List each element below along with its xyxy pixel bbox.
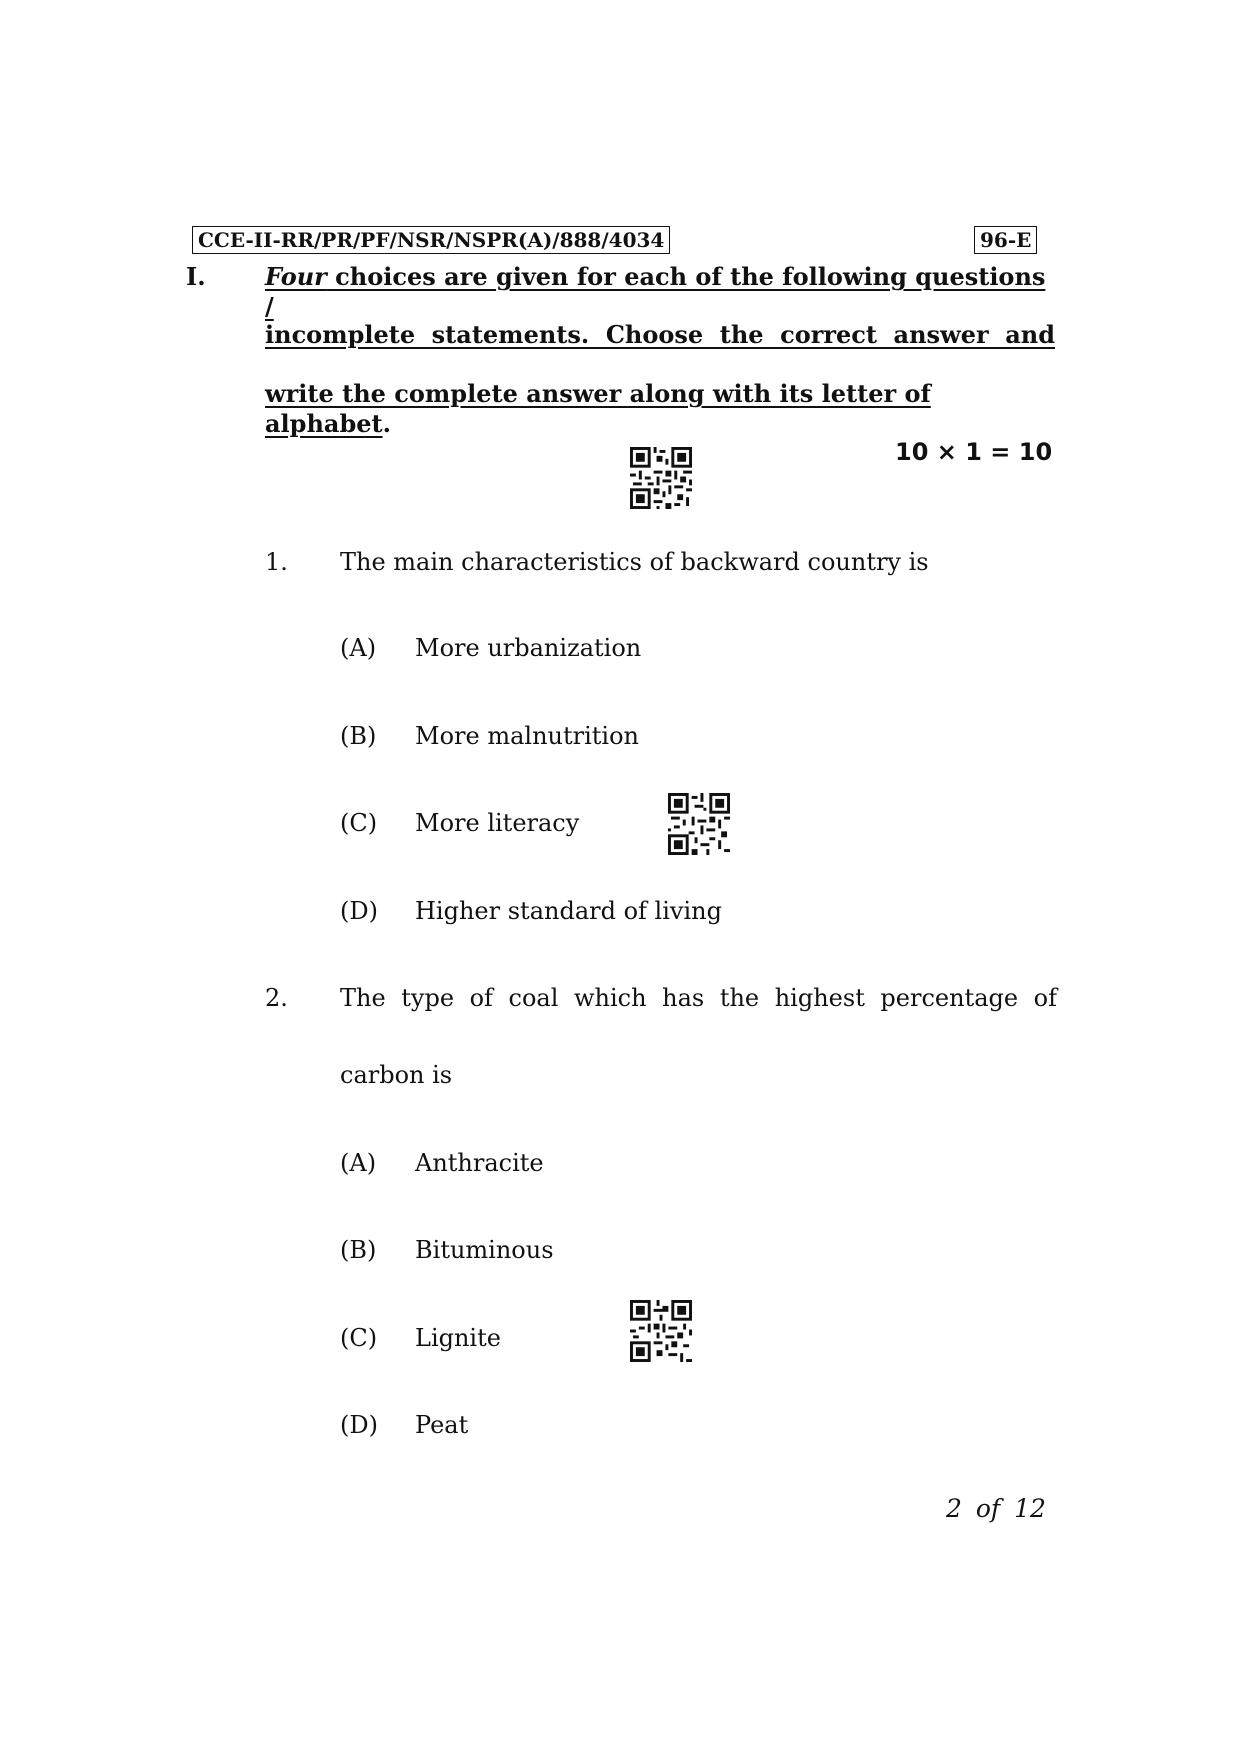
question-2-option-c-letter: (C) <box>340 1324 378 1352</box>
question-2-option-a-text: Anthracite <box>415 1149 544 1177</box>
instruction-line-3 <box>265 379 1055 439</box>
question-2-option-a-letter: (A) <box>340 1149 377 1177</box>
question-1-option-c-letter: (C) <box>340 809 378 837</box>
question-1-option-c-text: More literacy <box>415 809 580 837</box>
question-1-option-a-text: More urbanization <box>415 634 642 662</box>
qr-code-icon <box>630 447 692 509</box>
qr-code-icon <box>668 793 730 855</box>
instruction-end: . <box>382 409 391 438</box>
instruction-line-1 <box>265 262 1055 322</box>
page-current: 2 <box>946 1494 962 1523</box>
page-of: of <box>975 1494 1001 1523</box>
instruction-emphasis: Four <box>265 262 327 291</box>
question-2-option-b-letter: (B) <box>340 1236 377 1264</box>
section-number: I. <box>186 262 206 291</box>
question-1-option-b-letter: (B) <box>340 722 377 750</box>
question-2-number: 2. <box>265 984 288 1012</box>
question-2-option-d-letter: (D) <box>340 1411 378 1439</box>
question-1-option-b-text: More malnutrition <box>415 722 640 750</box>
question-1-number: 1. <box>265 548 288 576</box>
question-1-option-a-letter: (A) <box>340 634 377 662</box>
question-1-option-d-letter: (D) <box>340 897 378 925</box>
question-2-text-line-1: The type of coal which has the highest percentage of <box>340 984 1057 1012</box>
question-1-option-d-text: Higher standard of living <box>415 897 722 925</box>
qr-code-icon <box>630 1300 692 1362</box>
question-2-option-b-text: Bituminous <box>415 1236 554 1264</box>
question-2-text-line-2: carbon is <box>340 1061 453 1089</box>
question-2-option-c-text: Lignite <box>415 1324 501 1352</box>
instruction-line-2-text: incomplete statements. Choose the correct answer and <box>265 320 1055 349</box>
page-total: 12 <box>1014 1494 1046 1523</box>
marks-label: 10 × 1 = 10 <box>895 438 1053 466</box>
instruction-line-1-text: choices are given for each of the following questions / <box>265 262 1046 321</box>
subject-code-label: 96-E <box>974 226 1037 254</box>
paper-code-label: CCE-II-RR/PR/PF/NSR/NSPR(A)/888/4034 <box>192 226 670 254</box>
instruction-line-3-text: write the complete answer along with its letter of alphabet <box>265 379 931 438</box>
page-number <box>946 1494 1046 1523</box>
instruction-line-2 <box>265 320 1055 350</box>
question-1-text: The main characteristics of backward country is <box>340 548 929 576</box>
question-2-option-d-text: Peat <box>415 1411 469 1439</box>
